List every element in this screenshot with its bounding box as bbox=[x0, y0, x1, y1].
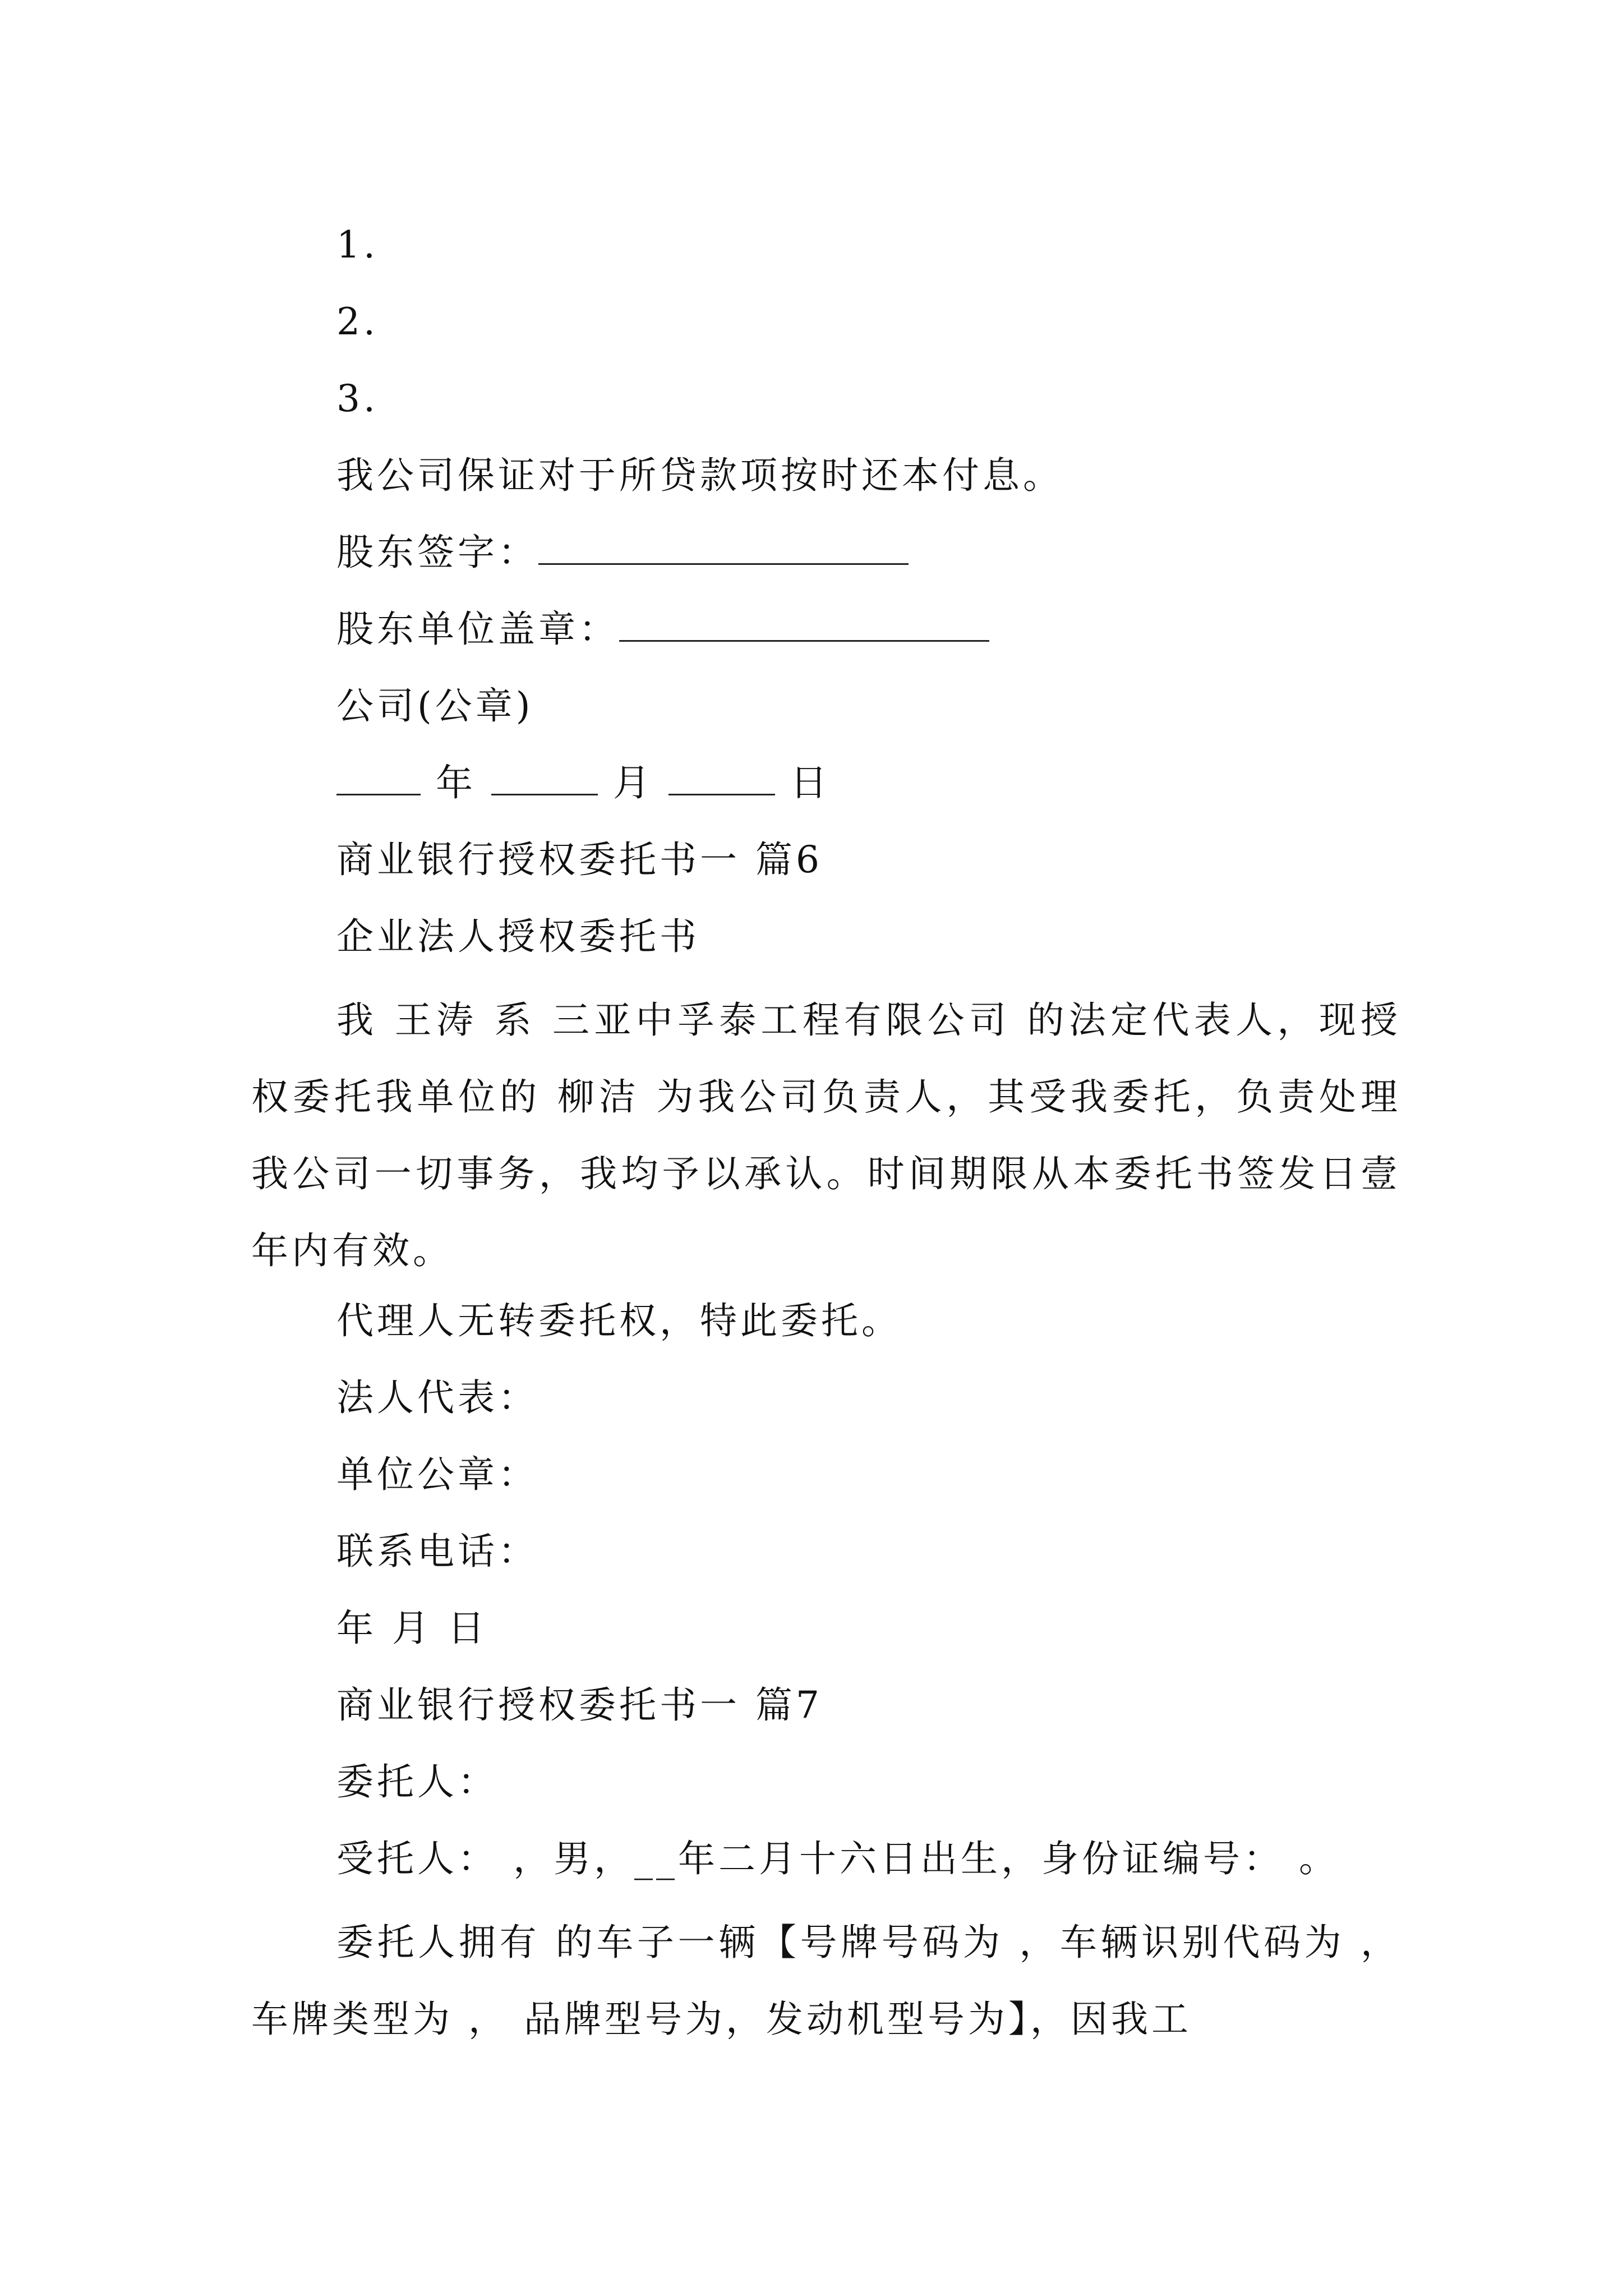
agent-line: 受托人： ，男，__年二月十六日出生，身份证编号： 。 bbox=[336, 1837, 1339, 1880]
day-blank bbox=[668, 765, 775, 795]
list-item-1: 1. bbox=[336, 223, 379, 266]
section-6-body: 我 王涛 系 三亚中孚泰工程有限公司 的法定代表人，现授权委托我单位的 柳洁 为我公司负责人，其受我委托，负责处理我公司一切事务，我均予以承认。时间期限从本委托书签发日壹年内有效。 bbox=[251, 999, 1401, 1272]
shareholder-signature-label: 股东签字： bbox=[336, 531, 538, 574]
section-7-body: 委托人拥有 的车子一辆【号牌号码为 ，车辆识别代码为 ，车牌类型为 ， 品牌型号为，发动机型号为】，因我工 bbox=[251, 1921, 1401, 2041]
date-month: 月 bbox=[612, 761, 653, 804]
list-item-3: 3. bbox=[336, 377, 379, 420]
list-item-2: 2. bbox=[336, 300, 379, 343]
section-7-title: 商业银行授权委托书一 篇7 bbox=[336, 1683, 823, 1727]
date-line-blanks bbox=[336, 761, 831, 806]
section-6-title: 商业银行授权委托书一 篇6 bbox=[336, 838, 823, 881]
unit-seal-label: 单位公章： bbox=[336, 1453, 538, 1496]
date-plain: 年 月 日 bbox=[336, 1607, 488, 1650]
no-transfer-text: 代理人无转委托权，特此委托。 bbox=[336, 1299, 902, 1342]
guarantee-text: 我公司保证对于所贷款项按时还本付息。 bbox=[336, 454, 1063, 497]
signature-blank bbox=[538, 534, 909, 565]
principal-label: 委托人： bbox=[336, 1760, 498, 1803]
legal-rep-label: 法人代表： bbox=[336, 1376, 538, 1419]
year-blank bbox=[336, 765, 421, 795]
date-day: 日 bbox=[790, 761, 831, 804]
seal-blank bbox=[619, 611, 989, 642]
company-seal-text: 公司(公章) bbox=[336, 684, 534, 728]
date-year: 年 bbox=[435, 761, 476, 804]
section-6-subtitle: 企业法人授权委托书 bbox=[336, 915, 700, 958]
phone-label: 联系电话： bbox=[336, 1530, 538, 1573]
shareholder-seal-label: 股东单位盖章： bbox=[336, 608, 619, 651]
shareholder-seal-line bbox=[336, 607, 989, 652]
month-blank bbox=[491, 765, 598, 795]
shareholder-signature-line bbox=[336, 530, 909, 575]
